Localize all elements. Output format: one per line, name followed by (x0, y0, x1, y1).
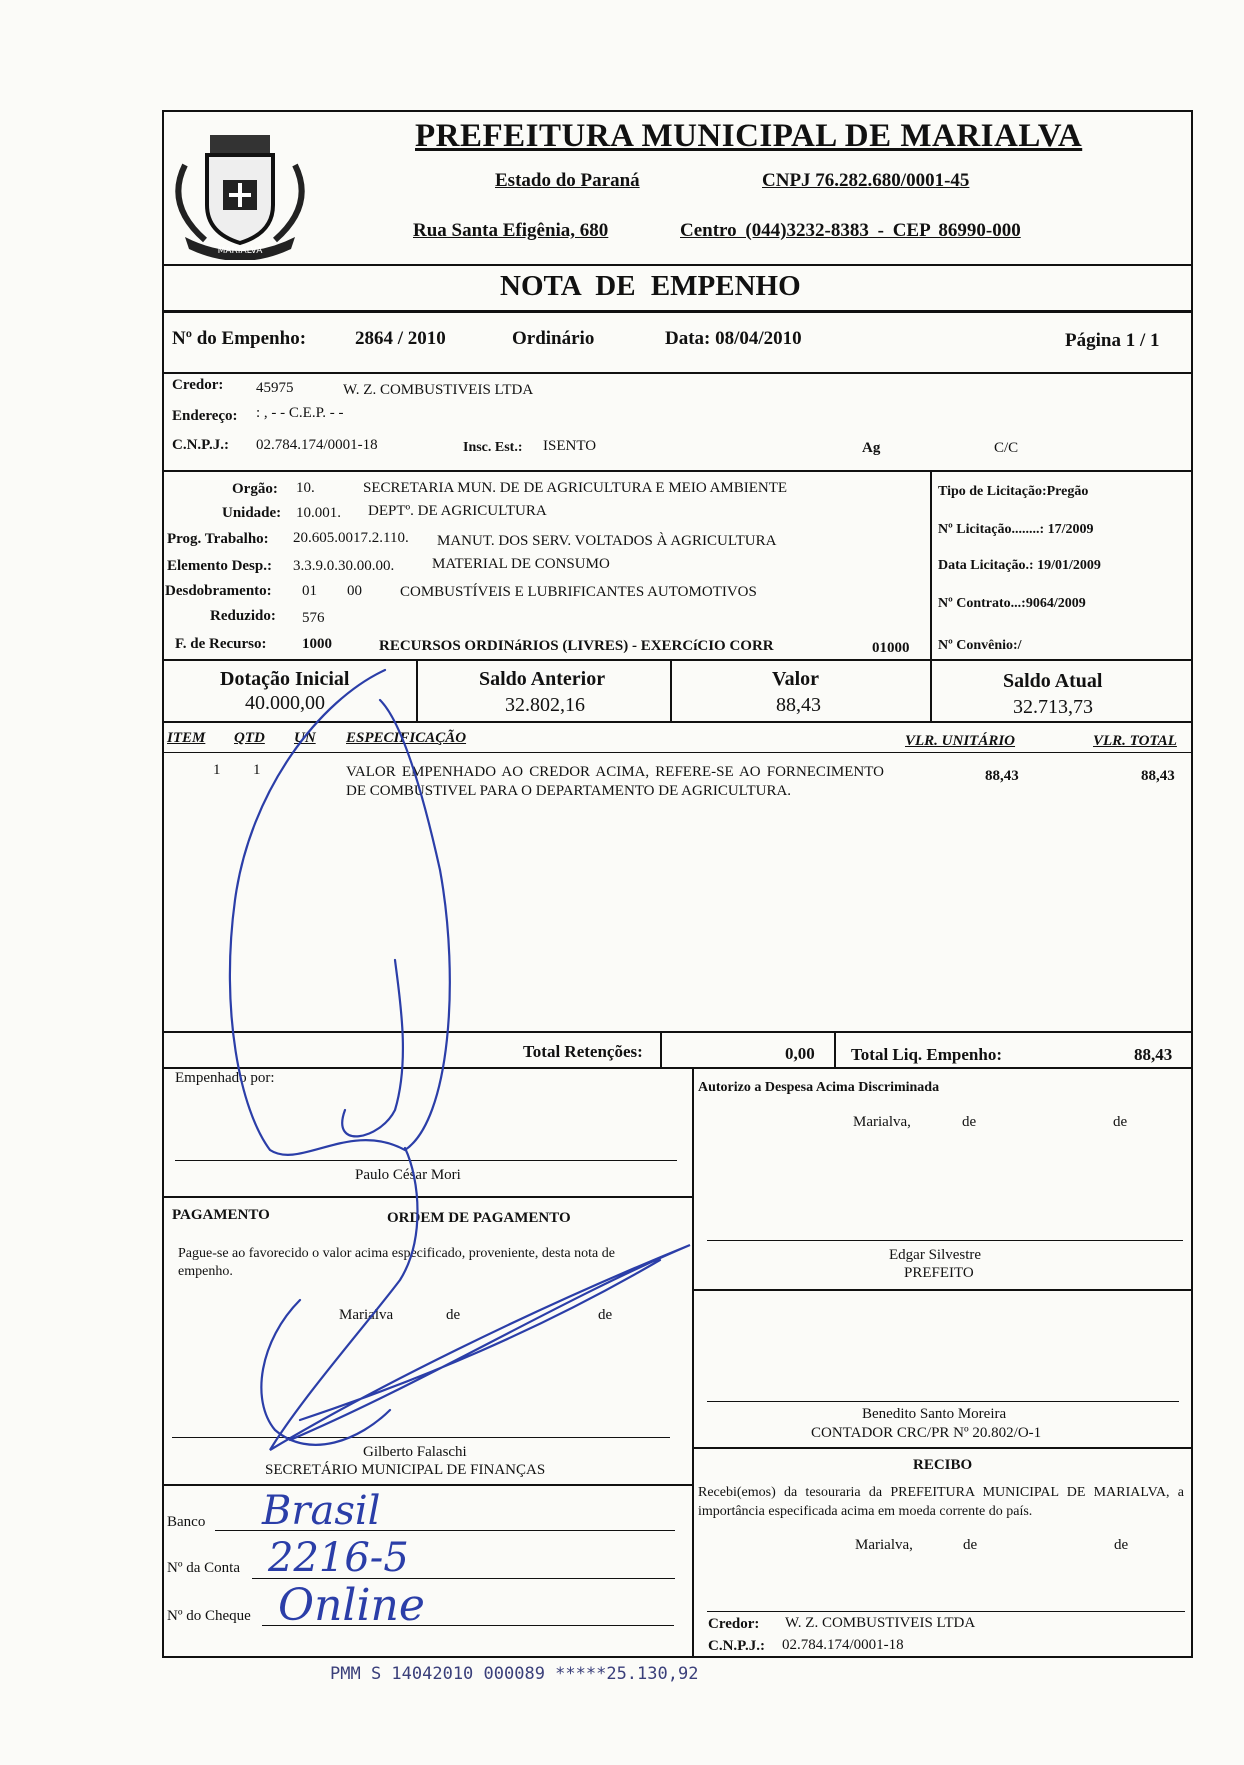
cheque-handwritten: Online (278, 1580, 425, 1631)
recibo-title: RECIBO (913, 1457, 973, 1473)
totals-sep-2 (834, 1031, 836, 1068)
document-title: NOTA DE EMPENHO (500, 270, 801, 302)
conta-handwritten: 2216-5 (268, 1535, 409, 1581)
agencia-label: Ag (862, 440, 881, 456)
autorizo-de-2: de (1113, 1114, 1128, 1130)
signature-strokes (270, 1148, 690, 1450)
ordem-pagamento-label: ORDEM DE PAGAMENTO (387, 1210, 571, 1226)
unidade-code: 10.001. (296, 505, 341, 521)
saldo-sep-2 (670, 659, 672, 723)
total-liquido-label: Total Liq. Empenho: (851, 1045, 1002, 1064)
prefeito-title: PREFEITO (904, 1265, 974, 1281)
empenho-number-label: Nº do Empenho: (172, 328, 307, 349)
header-divider (162, 264, 1193, 266)
recibo-cnpj-label: C.N.P.J.: (708, 1638, 765, 1654)
header-address: Rua Santa Efigênia, 680 (413, 220, 609, 241)
saldo-divider (162, 721, 1193, 723)
credor-label: Credor: (172, 377, 224, 393)
col-especificacao: ESPECIFICAÇÃO (346, 730, 467, 746)
col-un: UN (294, 730, 316, 746)
endereco-label: Endereço: (172, 408, 238, 424)
page-title: PREFEITURA MUNICIPAL DE MARIALVA (415, 118, 1083, 154)
recibo-signature-line (707, 1611, 1185, 1612)
saldo-atual-value: 32.713,73 (1013, 696, 1093, 718)
budget-divider (162, 659, 1193, 661)
recibo-credor-name: W. Z. COMBUSTIVEIS LTDA (785, 1615, 976, 1631)
header-contact: Centro (044)3232-8383 - CEP 86990-000 (680, 220, 1021, 241)
orgao-label: Orgão: (232, 481, 278, 497)
saldo-anterior-value: 32.802,16 (505, 694, 585, 716)
saldo-anterior-label: Saldo Anterior (479, 668, 606, 690)
valor-label: Valor (772, 668, 820, 690)
contador-signature-line (707, 1401, 1179, 1402)
recibo-credor-label: Credor: (708, 1616, 760, 1632)
reduzido-value: 576 (302, 610, 325, 626)
numero-licitacao: Nº Licitação........: 17/2009 (938, 522, 1094, 537)
empenho-number: 2864 / 2010 (355, 328, 446, 349)
desdobramento-b: 00 (347, 583, 362, 599)
financas-divider (162, 1484, 693, 1486)
recibo-de-1: de (963, 1537, 978, 1553)
reduzido-label: Reduzido: (210, 608, 276, 624)
page-number: Página 1 / 1 (1065, 330, 1160, 351)
prog-code: 20.605.0017.2.110. (293, 530, 409, 546)
totals-top (162, 1031, 1193, 1033)
autorizo-place: Marialva, (853, 1114, 911, 1130)
header-cnpj: CNPJ 76.282.680/0001-45 (762, 170, 970, 191)
empenho-type: Ordinário (512, 328, 595, 349)
orgao-code: 10. (296, 480, 315, 496)
prog-label: Prog. Trabalho: (167, 531, 269, 547)
recibo-cnpj: 02.784.174/0001-18 (782, 1637, 904, 1653)
frame-top (162, 110, 1193, 112)
col-vlr-total: VLR. TOTAL (1093, 733, 1177, 749)
totals-sep-1 (660, 1031, 662, 1068)
signature-loop-small (342, 960, 403, 1136)
budget-vertical (930, 470, 932, 660)
numero-contrato: Nº Contrato...:9064/2009 (938, 596, 1086, 611)
prefeito-name: Edgar Silvestre (889, 1247, 982, 1263)
total-liquido-value: 88,43 (1134, 1045, 1173, 1064)
contador-title: CONTADOR CRC/PR Nº 20.802/O-1 (811, 1425, 1042, 1441)
conta-label: Nº da Conta (167, 1560, 240, 1576)
cnpj-value: 02.784.174/0001-18 (256, 437, 378, 453)
unidade-name: DEPTº. DE AGRICULTURA (368, 503, 547, 519)
credor-divider (162, 470, 1193, 472)
pagamento-de-2: de (598, 1307, 613, 1323)
elemento-label: Elemento Desp.: (167, 558, 272, 574)
pague-text: Pague-se ao favorecido o valor acima especificado, proveniente, desta nota de empenho. (178, 1246, 615, 1279)
empenhado-signature-line (175, 1160, 677, 1161)
recibo-text: Recebi(emos) da tesouraria da PREFEITURA MUNICIPAL DE MARIALVA, a importância especificada acima em moeda corrente do país. (698, 1485, 1184, 1519)
col-item: ITEM (167, 730, 206, 746)
col-qtd: QTD (234, 730, 265, 746)
recurso-code: 1000 (302, 636, 332, 652)
pagamento-place: Marialva (339, 1307, 394, 1323)
frame-left (162, 110, 164, 1658)
frame-right (1191, 110, 1193, 1658)
total-retencoes-value: 0,00 (785, 1044, 815, 1063)
prog-name: MANUT. DOS SERV. VOLTADOS À AGRICULTURA (437, 533, 777, 549)
cheque-label: Nº do Cheque (167, 1608, 251, 1624)
totals-bottom (162, 1067, 1193, 1069)
conta-corrente-label: C/C (994, 440, 1019, 456)
data-licitacao: Data Licitação.: 19/01/2009 (938, 558, 1101, 573)
bottom-vertical (692, 1067, 694, 1657)
saldo-sep-3 (930, 659, 932, 723)
recibo-place: Marialva, (855, 1537, 913, 1553)
pagamento-label: PAGAMENTO (172, 1207, 270, 1223)
recurso-label: F. de Recurso: (175, 636, 267, 652)
cnpj-label: C.N.P.J.: (172, 437, 229, 453)
desdobramento-label: Desdobramento: (165, 583, 272, 599)
endereco-value: : , - - C.E.P. - - (256, 405, 344, 421)
unidade-label: Unidade: (222, 505, 282, 521)
autorizo-text: Autorizo a Despesa Acima Discriminada (698, 1080, 940, 1095)
credor-code: 45975 (256, 380, 294, 396)
credor-name: W. Z. COMBUSTIVEIS LTDA (343, 382, 534, 398)
saldo-atual-label: Saldo Atual (1003, 670, 1103, 692)
prefeito-divider (692, 1289, 1192, 1291)
item-number: 1 (213, 762, 221, 778)
orgao-name: SECRETARIA MUN. DE DE AGRICULTURA E MEIO AMBIENTE (363, 480, 788, 496)
item-specification: VALOR EMPENHADO AO CREDOR ACIMA, REFERE-SE AO FORNECIMENTO DE COMBUSTIVEL PARA O DEPARTAMENTO DE AGRICULTURA. (346, 764, 884, 799)
empenhado-name: Paulo César Mori (355, 1167, 461, 1183)
prefeito-signature-line (707, 1240, 1183, 1241)
recurso-number: 01000 (872, 640, 910, 656)
state-name: Estado do Paraná (495, 170, 640, 191)
machine-stamp: PMM S 14042010 000089 *****25.130,92 (330, 1664, 699, 1684)
svg-text:MARIALVA: MARIALVA (217, 246, 263, 256)
empenhado-label: Empenhado por: (175, 1070, 275, 1086)
financas-name: Gilberto Falaschi (363, 1444, 467, 1460)
recibo-de-2: de (1114, 1537, 1129, 1553)
title-divider (162, 310, 1193, 313)
desdobramento-name: COMBUSTÍVEIS E LUBRIFICANTES AUTOMOTIVOS (400, 584, 757, 600)
items-header-divider (162, 752, 1193, 753)
banco-label: Banco (167, 1514, 206, 1530)
elemento-name: MATERIAL DE CONSUMO (432, 556, 610, 572)
desdobramento-a: 01 (302, 583, 317, 599)
banco-handwritten: Brasil (262, 1488, 381, 1534)
dotacao-value: 40.000,00 (245, 692, 325, 714)
valor-value: 88,43 (776, 694, 821, 716)
saldo-sep-1 (416, 659, 418, 723)
city-crest (165, 125, 315, 260)
elemento-code: 3.3.9.0.30.00.00. (293, 558, 395, 574)
financas-title: SECRETÁRIO MUNICIPAL DE FINANÇAS (265, 1462, 546, 1478)
item-total: 88,43 (1141, 768, 1175, 784)
financas-signature-line (172, 1437, 670, 1438)
total-retencoes-label: Total Retenções: (523, 1042, 643, 1061)
numero-convenio: Nº Convênio:/ (938, 638, 1022, 653)
contador-divider (692, 1447, 1192, 1449)
insc-value: ISENTO (543, 438, 597, 454)
item-qtd: 1 (253, 762, 261, 778)
item-unit-price: 88,43 (985, 768, 1019, 784)
tipo-licitacao: Tipo de Licitação:Pregão (938, 484, 1089, 499)
insc-label: Insc. Est.: (463, 440, 523, 455)
frame-bottom (162, 1656, 1193, 1658)
pagamento-de-1: de (446, 1307, 461, 1323)
dotacao-label: Dotação Inicial (220, 668, 350, 690)
pagamento-divider (162, 1196, 693, 1198)
recurso-name: RECURSOS ORDINáRIOS (LIVRES) - EXERCíCIO CORR (379, 638, 774, 654)
contador-name: Benedito Santo Moreira (862, 1406, 1007, 1422)
empenho-divider (162, 372, 1193, 374)
empenho-date: Data: 08/04/2010 (665, 328, 802, 349)
col-vlr-unitario: VLR. UNITÁRIO (905, 733, 1016, 749)
autorizo-de-1: de (962, 1114, 977, 1130)
